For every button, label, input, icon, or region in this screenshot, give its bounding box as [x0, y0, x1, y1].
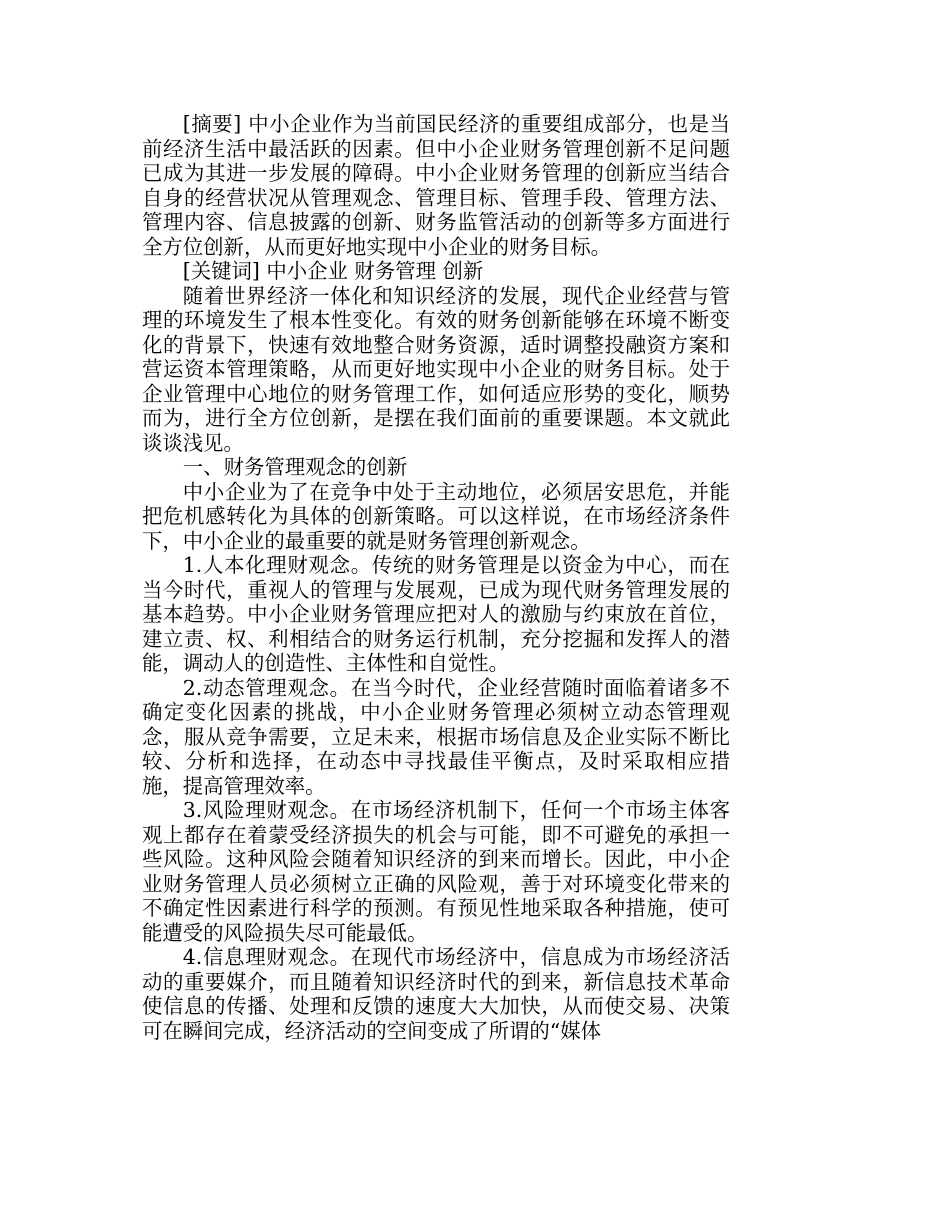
point-1-paragraph: 1.人本化理财观念。传统的财务管理是以资金为中心，而在当今时代，重视人的管理与发展观，已成为现代财务管理发展的基本趋势。中小企业财务管理应把对人的激励与约束放在首位，建立责、权、利相结合的财务运行机制，充分挖掘和发挥人的潜能，调动人的创造性、主体性和自觉性。	[142, 553, 730, 675]
point-4-paragraph: 4.信息理财观念。在现代市场经济中，信息成为市场经济活动的重要媒介，而且随着知识经济时代的到来，新信息技术革命使信息的传播、处理和反馈的速度大大加快，从而使交易、决策可在瞬间完成，经济活动的空间变成了所谓的“媒体	[142, 945, 730, 1043]
abstract-paragraph: [摘要] 中小企业作为当前国民经济的重要组成部分，也是当前经济生活中最活跃的因素。但中小企业财务管理创新不足问题已成为其进一步发展的障碍。中小企业财务管理的创新应当结合自身的经营状况从管理观念、管理目标、管理手段、管理方法、管理内容、信息披露的创新、财务监管活动的创新等多方面进行全方位创新，从而更好地实现中小企业的财务目标。	[142, 112, 730, 259]
section-heading: 一、财务管理观念的创新	[182, 455, 408, 479]
point-3-paragraph: 3.风险理财观念。在市场经济机制下，任何一个市场主体客观上都存在着蒙受经济损失的机会与可能，即不可避免的承担一些风险。这种风险会随着知识经济的到来而增长。因此，中小企业财务管理人员必须树立正确的风险观，善于对环境变化带来的不确定性因素进行科学的预测。有预见性地采取各种措施，使可能遭受的风险损失尽可能最低。	[142, 798, 730, 945]
keywords-paragraph: [关键词] 中小企业 财务管理 创新	[182, 259, 484, 283]
section-intro-paragraph: 中小企业为了在竞争中处于主动地位，必须居安思危，并能把危机感转化为具体的创新策略。可以这样说，在市场经济条件下，中小企业的最重要的就是财务管理创新观念。	[142, 479, 730, 553]
point-2-paragraph: 2.动态管理观念。在当今时代，企业经营随时面临着诸多不确定变化因素的挑战，中小企业财务管理必须树立动态管理观念，服从竞争需要，立足未来，根据市场信息及企业实际不断比较、分析和选择，在动态中寻找最佳平衡点，及时采取相应措施，提高管理效率。	[142, 675, 730, 798]
intro-paragraph: 随着世界经济一体化和知识经济的发展，现代企业经营与管理的环境发生了根本性变化。有效的财务创新能够在环境不断变化的背景下，快速有效地整合财务资源，适时调整投融资方案和营运资本管理策略，从而更好地实现中小企业的财务目标。处于企业管理中心地位的财务管理工作，如何适应形势的变化，顺势而为，进行全方位创新，是摆在我们面前的重要课题。本文就此谈谈浅见。	[142, 283, 730, 455]
document-page	[142, 112, 730, 1043]
